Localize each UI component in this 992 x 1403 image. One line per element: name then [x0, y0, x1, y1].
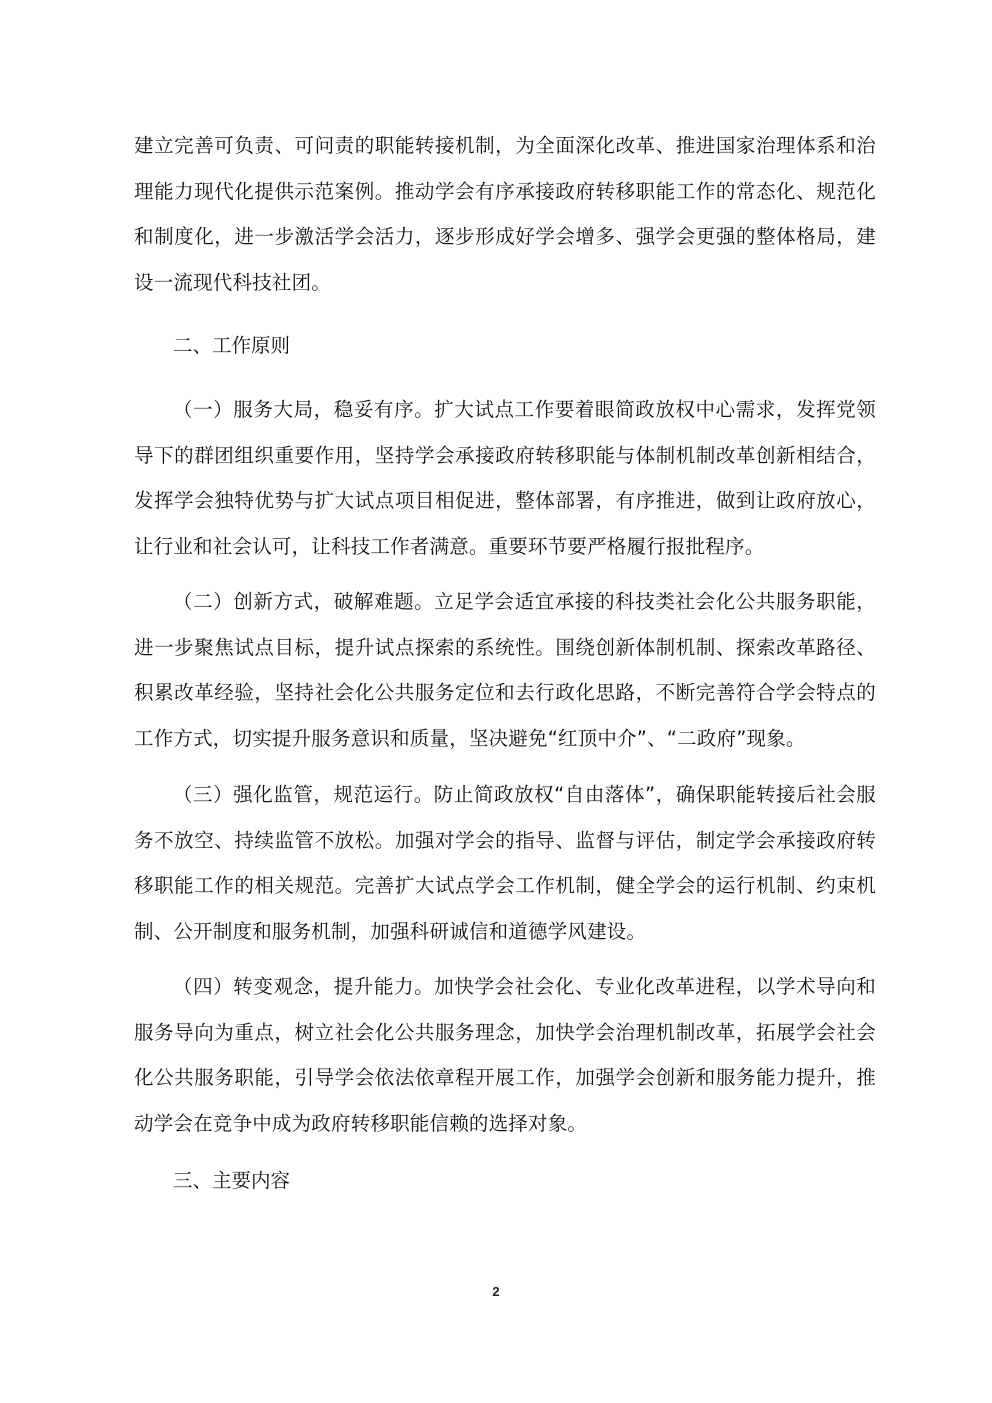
section-heading-work-principles: 二、工作原则 — [173, 334, 291, 357]
section-heading-main-content: 三、主要内容 — [173, 1169, 291, 1192]
paragraph-intro-continued: 建立完善可负责、可问责的职能转接机制，为全面深化改革、推进国家治理体系和治理能力现代化提供示范案例。推动学会有序承接政府转移职能工作的常态化、规范化和制度化，进一步激活学会活力，逐步形成好学会增多、强学会更强的整体格局，建设一流现代科技社团。 — [134, 134, 876, 294]
paragraph-principle-2: （二）创新方式，破解难题。立足学会适宜承接的科技类社会化公共服务职能，进一步聚焦试点目标，提升试点探索的系统性。围绕创新体制机制、探索改革路径、积累改革经验，坚持社会化公共服务定位和去行政化思路，不断完善符合学会特点的工作方式，切实提升服务意识和质量，坚决避免“红顶中介”、“二政府”现象。 — [134, 590, 876, 750]
paragraph-principle-3: （三）强化监管，规范运行。防止简政放权“自由落体”，确保职能转接后社会服务不放空、持续监管不放松。加强对学会的指导、监督与评估，制定学会承接政府转移职能工作的相关规范。完善扩大试点学会工作机制，健全学会的运行机制、约束机制、公开制度和服务机制，加强科研诚信和道德学风建设。 — [134, 783, 876, 943]
paragraph-principle-1: （一）服务大局，稳妥有序。扩大试点工作要着眼简政放权中心需求，发挥党领导下的群团组织重要作用，坚持学会承接政府转移职能与体制机制改革创新相结合，发挥学会独特优势与扩大试点项目相促进，整体部署，有序推进，做到让政府放心，让行业和社会认可，让科技工作者满意。重要环节要严格履行报批程序。 — [134, 398, 876, 558]
paragraph-principle-4: （四）转变观念，提升能力。加快学会社会化、专业化改革进程，以学术导向和服务导向为重点，树立社会化公共服务理念，加快学会治理机制改革，拓展学会社会化公共服务职能，引导学会依法依章程开展工作，加强学会创新和服务能力提升，推动学会在竞争中成为政府转移职能信赖的选择对象。 — [134, 975, 876, 1135]
page-number: 2 — [492, 1284, 500, 1299]
